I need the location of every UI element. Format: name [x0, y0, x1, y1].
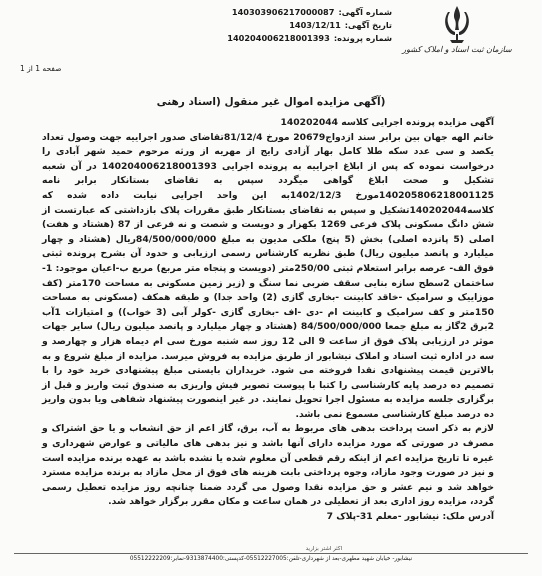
notice-date-row: [152, 19, 392, 32]
org-name: سازمان ثبت اسناد و املاک کشور: [402, 45, 512, 54]
footer: [0, 546, 542, 562]
notice-metadata: [152, 6, 392, 45]
file-number-label: شماره پرونده:: [333, 33, 392, 43]
notice-date-label: تاریخ آگهی:: [344, 20, 392, 30]
paragraph-case-line: آگهی مزایده پرونده اجرایی کلاسه 140202044: [280, 117, 494, 128]
notice-number-label: شماره آگهی:: [338, 7, 392, 17]
property-address: آدرس ملک: نیشابور -معلم 31-پلاک 7: [326, 511, 494, 523]
document-title: (آگهی مزایده اموال غیر منقول (اسناد رهنی: [156, 96, 386, 108]
iran-emblem-icon: [440, 4, 474, 44]
notice-number-row: [152, 6, 392, 19]
file-number-row: [152, 32, 392, 45]
file-number-value: 140204006218001393: [227, 33, 330, 43]
paragraph-auction-details: خانم الهه جهان بین برابر سند ازدواج20679 مورخ 81/12/4تقاضای صدور اجراییه جهت وصول تعداد یکصد و سی عدد سکه طلا کامل بهار آزادی رایج از مهریه از ورثه مرحوم حمید شهر آبادی را درخواست نموده که پس از ابلاغ اجراییه به پرونده اجرایی 140204006218001393 در آن شعبه تشکیل و صحت ابلاغ گواهی میگردد سپس به تقاضای بستانکار برابر نامه 140205806218001125مورخ 1402/12/3به این واحد اجرایی نیابت داده شده که کلاسه140202044تشکیل و سپس به تقاضای بستانکار طبق مقررات پلاک بازداشتی که عبارتست از شش دانگ مسکونی پلاک فرعی 1269 بکهزار و دویست و شصت و نه فرعی از 87 (هشتاد و هفت) اصلی (5 پانزده اصلی) بخش (5 پنج) ملکی مدیون به مبلغ 84/500/000/000ریال (هشتاد و چهار میلیارد و پانصد میلیون ریال) طبق نظریه کارشناس رسمی ارزیابی و حدود آن بشرح پرونده ثبتی فوق الف- عرصه برابر استعلام ثبتی 250/00متر (دویست و پنجاه متر مربع) مربع ب-اعیان موجود: 1-ساختمان 2سطح سازه بنایی سقف ضربی نما سنگ و (زیر زمین مسکونی به مساحت 170متر (کف موزاییک و سرامیک -خاقد کابینت -بخاری گازی (2) واحد جدا) و طبقه همکف (مسکونی به مساحت 150متر و کف سرامیک و کابینت ام -دی -اف -بخاری گازی -کولر آبی (3 خواب)) و امتیازات 1آب 2برق 2گاز به مبلغ جمعا 84/500/000/000 (هشتاد و چهار میلیارد و پانصد میلیون ریال) سایر جهات موثر در ارزیابی پلاک فوق از ساعت 9 الی 12 روز سه شنبه مورخ سی ام دیماه هزار و چهارصد و سه در اداره ثبت اسناد و املاک نیشابور از طریق مزایده به فروش میرسد. مزایده از مبلغ شروع و به بالاترین قیمت پیشنهادی نقدا فروخته می شود. خریداران بایستی مبلغ پیشنهادی خرید خود را با تصمیم ده درصد پایه کارشناسی را کتبا با پیوست تصویر فیش واریزی به صندوق ثبت واریز و قبل از برگزاری جلسه مزایده به مسئول اجرا تحویل نمایند. در غیر اینصورت پیشنهاد شفاهی ویا بدون واریز ده درصد مبلغ کارشناسی مسموع نمی باشد.: [42, 131, 495, 420]
notice-date-value: 1403/12/11: [289, 20, 341, 30]
notice-number-value: 140303906217000087: [231, 7, 335, 17]
footer-hint: اکثر اشتر بزارید: [305, 546, 342, 552]
footer-contact-line: نیشابور- خیابان شهید مطهری-بعد از شهرداری-تلفن:05512227005-کدپستی:9313874400-نمابر:05512222209: [14, 553, 528, 562]
paragraph-conditions: لازم به ذکر است پرداخت بدهی های مربوط به آب، برق، گاز اعم از حق انشعاب و یا حق اشتراک و مصرف در صورتی که مورد مزایده دارای آنها باشد و نیز بدهی های مالیاتی و عوارض شهرداری و غیره تا تاریخ مزایده اعم از اینکه رقم قطعی آن معلوم شده یا نشده باشد به عهده برنده مزایده است و نیز در صورت وجود مازاد، وجوه پرداختی بابت هزینه های فوق از محل مازاد به برنده مزایده مسترد خواهد شد و نیم عشر و حق مزایده نقدا وصول می گردد ضمنا چنانچه روز مزایده تعطیل رسمی گردد، مزایده روز اداری بعد از تعطیلی در همان ساعت و مکان مقرر برگزار خواهد شد.: [42, 423, 494, 508]
org-logo: [402, 4, 512, 74]
page-number: صفحه 1 از 1: [20, 64, 62, 73]
document-body: [42, 116, 494, 525]
